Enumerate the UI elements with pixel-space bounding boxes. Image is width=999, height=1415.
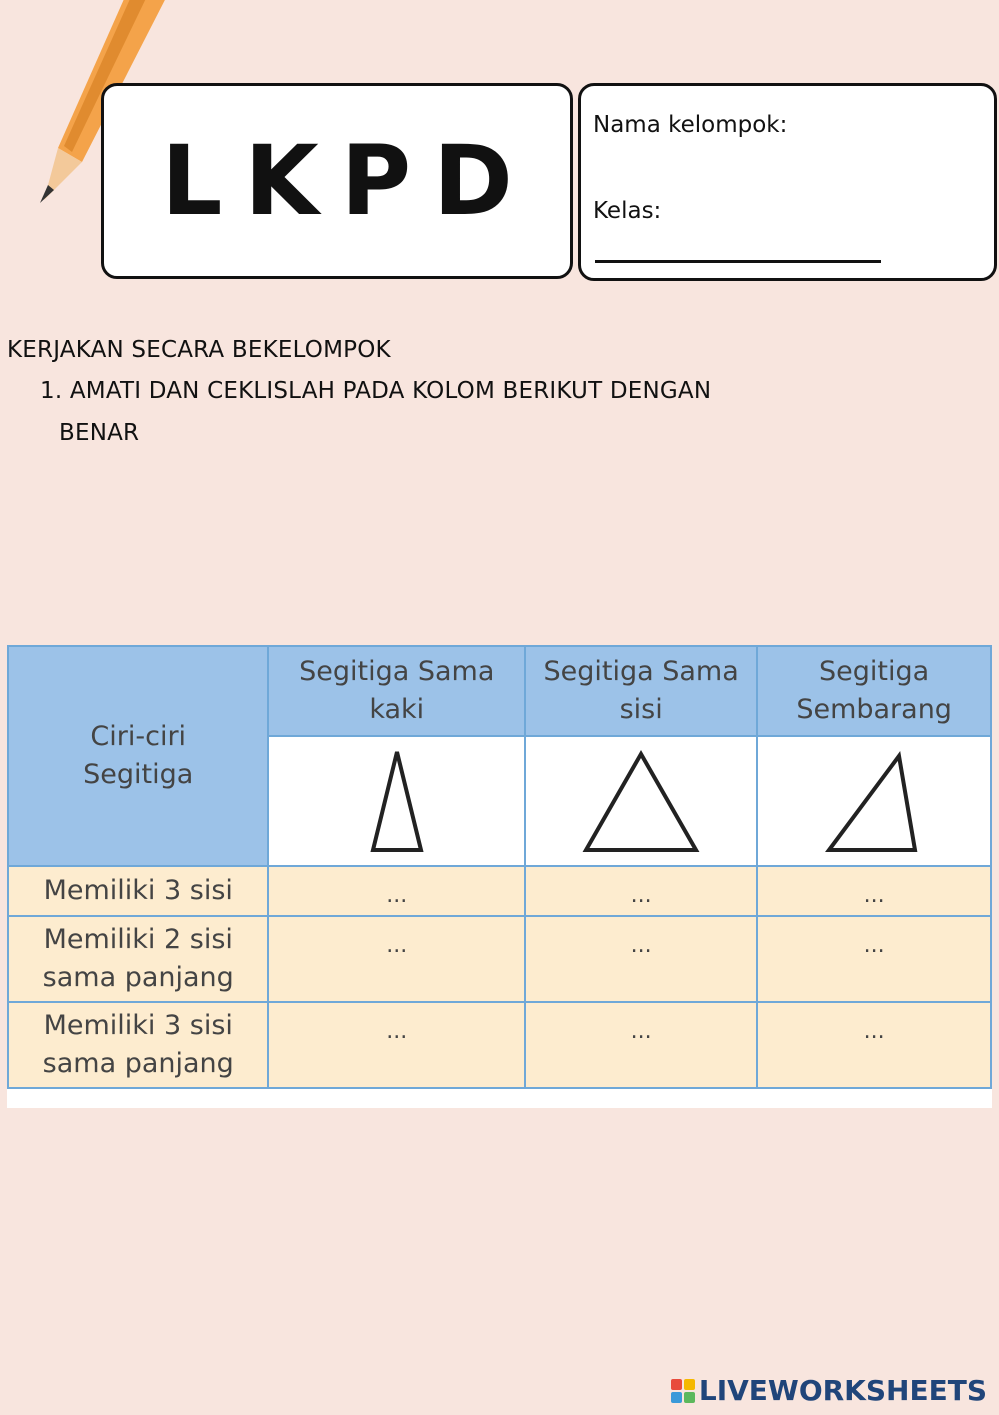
scalene-shape-cell [757,736,991,866]
isosceles-triangle-icon [357,746,437,856]
class-answer-line [595,260,881,263]
class-label: Kelas: [593,198,662,224]
scalene-triangle-icon [819,746,929,856]
header-line: Segitiga [83,759,194,790]
instruction-step-1-cont: BENAR [59,420,140,446]
answer-cell[interactable]: ... [525,916,757,1002]
group-name-label: Nama kelompok: [593,112,788,138]
header-line: Sembarang [796,694,952,725]
row-label-line: sama panjang [42,1048,234,1079]
liveworksheets-logo-icon [671,1379,695,1403]
row-label [8,1002,268,1088]
header-line: Segitiga Sama [543,656,739,687]
header-scalene [757,646,991,736]
header-isosceles [268,646,525,736]
triangle-table-wrapper [7,645,992,1108]
header-line: sisi [619,694,663,725]
instruction-heading: KERJAKAN SECARA BEKELOMPOK [7,337,391,363]
header-line: kaki [369,694,425,725]
answer-cell[interactable]: ... [268,866,525,916]
row-label-line: sama panjang [42,962,234,993]
triangle-properties-table [7,645,992,1089]
row-label-line: Memiliki 3 sisi [43,1010,233,1041]
header-triangle-properties [8,646,268,866]
table-row [8,866,991,916]
equilateral-triangle-icon [576,746,706,856]
brand-text: LIVEWORKSHEETS [698,1374,987,1407]
row-label [8,916,268,1002]
header-line: Ciri-ciri [90,721,187,752]
answer-cell[interactable]: ... [268,1002,525,1088]
answer-cell[interactable]: ... [525,866,757,916]
header-equilateral [525,646,757,736]
answer-cell[interactable]: ... [525,1002,757,1088]
row-label-line: Memiliki 2 sisi [43,924,233,955]
equilateral-shape-cell [525,736,757,866]
info-box [578,83,997,281]
row-label-line: Memiliki 3 sisi [43,875,233,906]
table-row [8,1002,991,1088]
header-line: Segitiga [819,656,930,687]
answer-cell[interactable]: ... [757,1002,991,1088]
header-line: Segitiga Sama [299,656,495,687]
answer-cell[interactable]: ... [268,916,525,1002]
row-label [8,866,268,916]
answer-cell[interactable]: ... [757,866,991,916]
worksheet-title: LKPD [161,125,535,237]
isosceles-shape-cell [268,736,525,866]
table-row [8,916,991,1002]
liveworksheets-brand [671,1374,987,1407]
title-box [101,83,573,279]
answer-cell[interactable]: ... [757,916,991,1002]
instruction-step-1: 1. AMATI DAN CEKLISLAH PADA KOLOM BERIKUT DENGAN [40,378,712,404]
